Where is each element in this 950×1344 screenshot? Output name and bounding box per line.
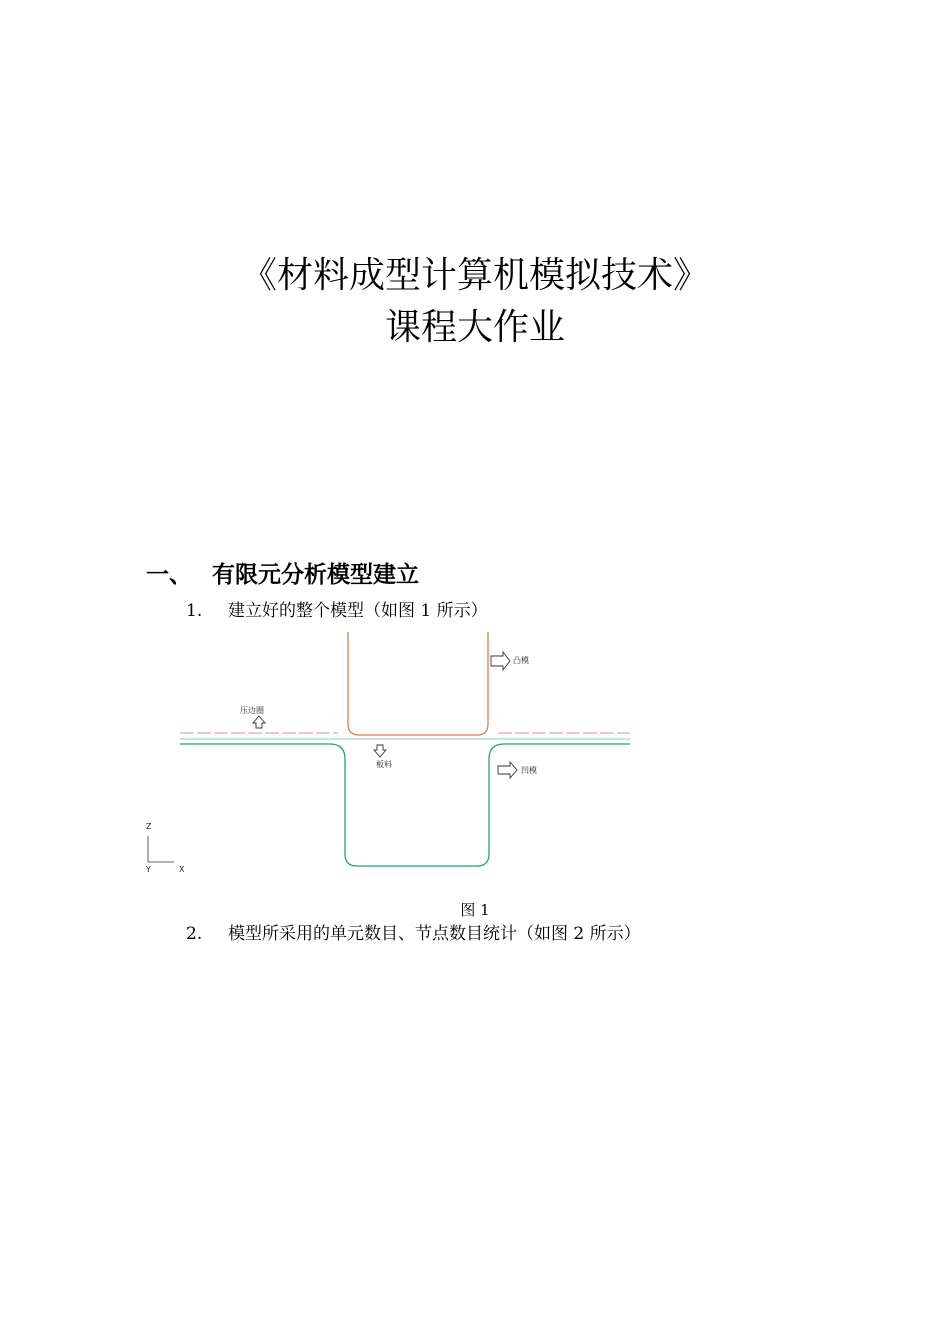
list-item-number: 2.: [186, 924, 203, 944]
list-item: [186, 599, 488, 623]
section-number: 一、: [146, 562, 192, 588]
list-item-text: 模型所采用的单元数目、节点数目统计（如图 2 所示）: [228, 924, 641, 944]
die-outline: [180, 744, 630, 866]
axis-z-label: Z: [146, 822, 152, 831]
punch-outline: [348, 632, 488, 735]
list-item-number: 1.: [186, 601, 203, 621]
document-title-line-1: 《材料成型计算机模拟技术》: [240, 255, 709, 296]
figure-caption: 图 1: [460, 901, 490, 919]
blank-label: 板料: [376, 760, 392, 769]
coordinate-axes-icon: [148, 836, 174, 862]
section-heading-text: 有限元分析模型建立: [212, 562, 419, 588]
punch-arrow-icon: [491, 652, 510, 670]
punch-label: 凸模: [513, 656, 529, 665]
blank-holder-arrow-icon: [253, 716, 265, 728]
section-heading: [146, 560, 419, 590]
list-item-text: 建立好的整个模型（如图 1 所示）: [228, 601, 488, 621]
die-arrow-icon: [498, 762, 517, 778]
document-title-line-2: 课程大作业: [384, 307, 565, 348]
fem-model-figure: [140, 628, 640, 876]
axis-y-label: Y: [146, 865, 151, 874]
list-item: [186, 922, 641, 946]
axis-x-label: X: [179, 865, 185, 874]
die-label: 凹模: [521, 766, 537, 775]
blank-arrow-icon: [374, 745, 386, 757]
blank-holder-label: 压边圈: [240, 706, 264, 715]
